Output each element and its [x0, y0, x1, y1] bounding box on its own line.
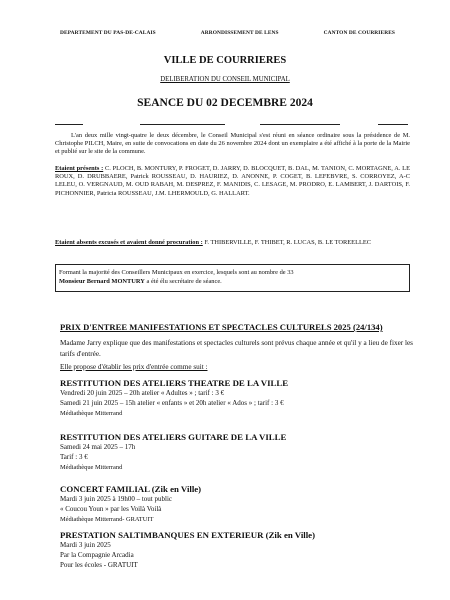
- document-title: VILLE DE COURRIERES: [163, 55, 287, 66]
- presents-paragraph: [55, 165, 410, 198]
- event-line: Par la Compagnie Arcadia: [60, 550, 134, 559]
- separator-right-2: [378, 124, 408, 125]
- event-venue: Médiathèque Mitterrand: [60, 463, 123, 471]
- event-line: Pour les écoles - GRATUIT: [60, 560, 138, 569]
- event-line: Vendredi 20 juin 2025 – 20h atelier « Adultes » ; tarif : 3 €: [60, 389, 225, 397]
- event-title: CONCERT FAMILIAL (Zik en Ville): [60, 484, 202, 494]
- event-venue: Médiathèque Mitterrand: [60, 409, 123, 417]
- event-line: Samedi 24 mai 2025 – 17h: [60, 443, 136, 451]
- document-subtitle: [0, 76, 450, 83]
- event-line: « Coucou Youn » par les Voilà Voilà: [60, 504, 162, 513]
- header-canton: CANTON DE COURRIERES: [323, 30, 395, 36]
- secretary-name: Monsieur Bernard MONTURY: [59, 278, 145, 285]
- section-title: PRIX D'ENTREE MANIFESTATIONS ET SPECTACLES CULTURELS 2025 (24/134): [60, 322, 383, 332]
- absents-label: Etaient absents excusés et avaient donné procuration :: [55, 239, 203, 246]
- presents-label: Etaient présents :: [55, 165, 104, 172]
- seance-date: SEANCE DU 02 DECEMBRE 2024: [137, 97, 313, 109]
- separator-right-1: [260, 124, 340, 125]
- secretary-text: a été élu secrétaire de séance.: [144, 278, 222, 285]
- presents-list: C. PLOCH, B. MONTURY, P. FROGET, D. JARRY, D. BLOCQUET, B. DAL, M. TANION, C. MORTAGNE, A. LE ROUX, D. DRUBBAERE, Patrick ROUSSEAU, D. HAURIEZ, D. ANONNE, P. COGET, B. LEFEBVRE, S. CORROYEZ, A-C LELEU, O. VERGNAUD, M. OUD RABAH, M. DESPREZ, F. MANIDIS, C. LESAGE, M. PRODRO, E. LAMBERT, J. DARTOIS, F. PICHONNIER, Patricia ROUSSEAU, J.M. LHERMOULD, G. HALLART.: [55, 165, 410, 197]
- header-departement: DEPARTEMENT DU PAS-DE-CALAIS: [60, 30, 156, 36]
- event-line: Mardi 3 juin 2025 à 19h00 – tout public: [60, 495, 172, 503]
- quorum-line: Formant la majorité des Conseillers Municipaux en exercice, lesquels sont au nombre de 33: [59, 269, 294, 276]
- separator-left-1: [55, 124, 83, 125]
- event-venue: Médiathèque Mitterrand- GRATUIT: [60, 515, 154, 523]
- event-title: PRESTATION SALTIMBANQUES EN EXTERIEUR (Zik en Ville): [60, 530, 315, 540]
- event-line: Tarif : 3 €: [60, 452, 88, 461]
- event-title: RESTITUTION DES ATELIERS THEATRE DE LA VILLE: [60, 378, 289, 388]
- event-concert: [60, 484, 415, 524]
- section-intro: Madame Jarry explique que des manifestations et spectacles culturels sont prévus chaque année et qu'il y a lieu de fixer les tarifs d'entrée.: [60, 339, 413, 358]
- quorum-box: [55, 264, 410, 292]
- propose-line: Elle propose d'établir les prix d'entrée comme suit :: [60, 363, 208, 371]
- subtitle-text: DELIBERATION DU CONSEIL MUNICIPAL: [160, 76, 290, 83]
- document-header: [60, 30, 395, 36]
- header-arrondissement: ARRONDISSEMENT DE LENS: [200, 30, 279, 36]
- event-title: RESTITUTION DES ATELIERS GUITARE DE LA VILLE: [60, 432, 287, 442]
- event-theatre: [60, 378, 415, 418]
- intro-paragraph: L'an deux mille vingt-quatre le deux décembre, le Conseil Municipal s'est réuni en séance ordinaire sous la présidence de M. Christophe PILCH, Maire, en suite de convocations en date du 26 novembre 2024 dont un exemplaire a été affiché à la porte de la Mairie et publié sur le site de la commune.: [55, 132, 410, 156]
- absents-paragraph: [55, 239, 410, 247]
- event-saltimbanques: [60, 530, 415, 570]
- separator-left-2: [140, 124, 225, 125]
- absents-list: F. THIBERVILLE, F. THIBET, R. LUCAS, B. LE TOREELLEC: [204, 239, 372, 246]
- event-line: Samedi 21 juin 2025 – 15h atelier « enfants » et 20h atelier « Ados » ; tarif : 3 €: [60, 398, 284, 407]
- event-guitare: [60, 432, 415, 472]
- event-line: Mardi 3 juin 2025: [60, 541, 111, 549]
- secretary-line: [59, 277, 406, 286]
